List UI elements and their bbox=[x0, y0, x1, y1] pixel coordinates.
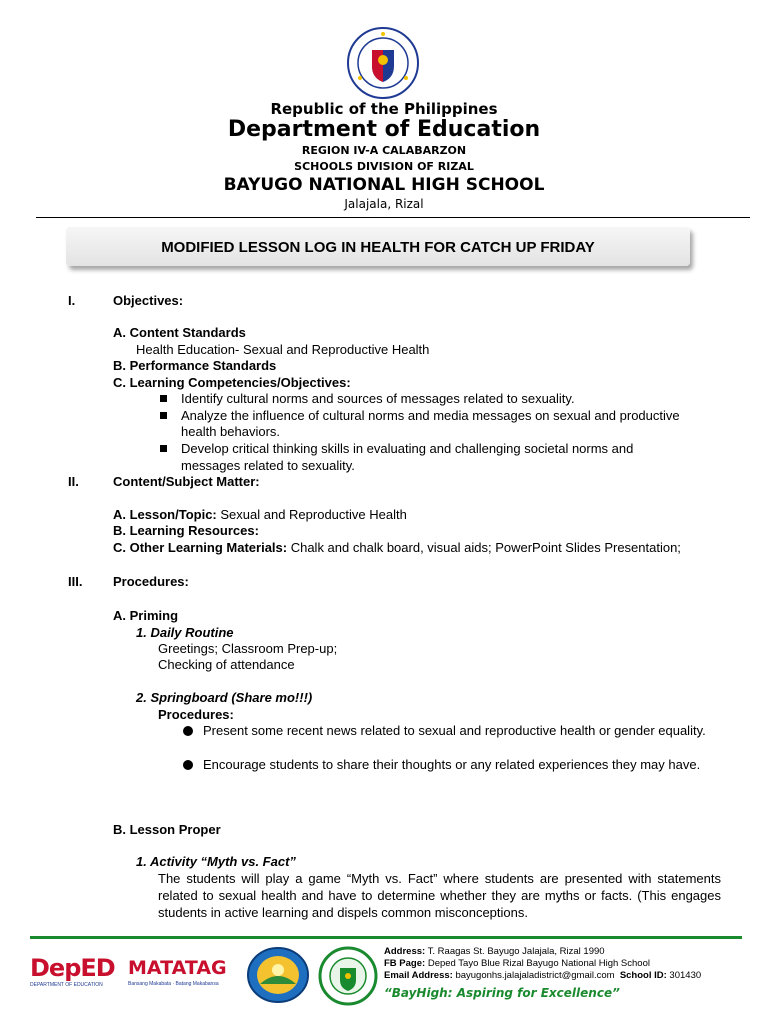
other-materials-value: Chalk and chalk board, visual aids; PowerPoint Slides Presentation; bbox=[287, 540, 681, 555]
address-label: Address: bbox=[384, 946, 426, 957]
other-materials-label: C. Other Learning Materials: bbox=[113, 540, 288, 555]
section-title-objectives: Objectives: bbox=[113, 293, 184, 308]
school-location: Jalajala, Rizal bbox=[344, 197, 424, 211]
priming-label: A. Priming bbox=[113, 608, 179, 623]
lesson-topic-line bbox=[113, 506, 407, 523]
daily-routine-text: Greetings; Classroom Prep-up; bbox=[158, 641, 338, 656]
section-title-procedures: Procedures: bbox=[113, 574, 189, 589]
deped-logo bbox=[30, 954, 115, 996]
daily-routine-label: 1. Daily Routine bbox=[136, 625, 234, 640]
school-motto: “BayHigh: Aspiring for Excellence” bbox=[384, 986, 620, 1000]
square-bullet-icon bbox=[160, 395, 167, 402]
learning-resources-label: B. Learning Resources: bbox=[113, 523, 259, 538]
round-bullet-icon bbox=[183, 760, 193, 770]
springboard-label: 2. Springboard (Share mo!!!) bbox=[136, 690, 313, 705]
document-title-banner: MODIFIED LESSON LOG IN HEALTH FOR CATCH UP FRIDAY bbox=[66, 227, 690, 266]
springboard-bullet: Present some recent news related to sexual and reproductive health or gender equality. bbox=[203, 723, 706, 738]
deped-logo-text: DepED bbox=[30, 954, 115, 982]
daily-routine-text: Checking of attendance bbox=[158, 657, 295, 672]
email-line bbox=[384, 970, 701, 982]
content-standards-label: A. Content Standards bbox=[113, 325, 246, 340]
competency-item: Develop critical thinking skills in evaluating and challenging societal norms and bbox=[181, 441, 634, 456]
other-materials-line bbox=[113, 539, 681, 556]
competency-item-continued: health behaviors. bbox=[181, 424, 281, 439]
section-number: III. bbox=[68, 574, 83, 589]
performance-standards-label: B. Performance Standards bbox=[113, 358, 277, 373]
section-number: I. bbox=[68, 293, 76, 308]
region-heading: REGION IV-A CALABARZON bbox=[301, 144, 467, 157]
competencies-label: C. Learning Competencies/Objectives: bbox=[113, 375, 351, 390]
content-standards-text: Health Education- Sexual and Reproductive Health bbox=[136, 342, 430, 357]
address-value: T. Raagas St. Bayugo Jalajala, Rizal 1990 bbox=[425, 946, 605, 957]
lesson-topic-label: A. Lesson/Topic: bbox=[113, 507, 217, 522]
lesson-proper-label: B. Lesson Proper bbox=[113, 822, 221, 837]
deped-logo-subtext: DEPARTMENT OF EDUCATION bbox=[30, 982, 103, 988]
matatag-logo-text: MATATAG bbox=[128, 957, 227, 979]
fb-line bbox=[384, 958, 650, 970]
address-line bbox=[384, 946, 605, 958]
fb-value: Deped Tayo Blue Rizal Bayugo National High School bbox=[425, 958, 650, 969]
competency-item: Analyze the influence of cultural norms and media messages on sexual and productive bbox=[181, 408, 680, 423]
school-id-label: School ID: bbox=[619, 970, 667, 981]
department-heading: Department of Education bbox=[227, 117, 541, 142]
square-bullet-icon bbox=[160, 445, 167, 452]
school-heading: BAYUGO NATIONAL HIGH SCHOOL bbox=[223, 175, 545, 195]
section-title-content: Content/Subject Matter: bbox=[113, 474, 260, 489]
section-number: II. bbox=[68, 474, 79, 489]
school-id-value: 301430 bbox=[666, 970, 702, 981]
round-bullet-icon bbox=[183, 726, 193, 736]
division-heading: SCHOOLS DIVISION OF RIZAL bbox=[294, 160, 474, 173]
deped-seal-icon bbox=[346, 26, 420, 100]
competency-item: Identify cultural norms and sources of messages related to sexuality. bbox=[181, 391, 575, 406]
activity-label: 1. Activity “Myth vs. Fact” bbox=[136, 854, 296, 869]
competency-item-continued: messages related to sexuality. bbox=[181, 458, 355, 473]
matatag-logo-subtext: Bansang Makabata · Batang Makabansa bbox=[128, 981, 219, 987]
matatag-logo bbox=[128, 956, 236, 996]
email-label: Email Address: bbox=[384, 970, 453, 981]
fb-label: FB Page: bbox=[384, 958, 426, 969]
square-bullet-icon bbox=[160, 412, 167, 419]
lesson-topic-value: Sexual and Reproductive Health bbox=[216, 507, 407, 522]
school-seal-icon bbox=[316, 946, 380, 1006]
procedures-sublabel: Procedures: bbox=[158, 707, 234, 722]
header-divider bbox=[36, 217, 750, 218]
activity-text: The students will play a game “Myth vs. Fact” where students are presented with statements related to sexual health and have to determine whether they are myths or facts. (This engages students in active learning and dispels common misconceptions. bbox=[158, 871, 721, 920]
springboard-bullet: Encourage students to share their thoughts or any related experiences they may have. bbox=[203, 757, 701, 772]
division-seal-icon bbox=[246, 946, 310, 1004]
email-value: bayugonhs.jalajaladistrict@gmail.com bbox=[452, 970, 615, 981]
republic-heading: Republic of the Philippines bbox=[270, 100, 498, 118]
footer-divider bbox=[30, 936, 742, 939]
